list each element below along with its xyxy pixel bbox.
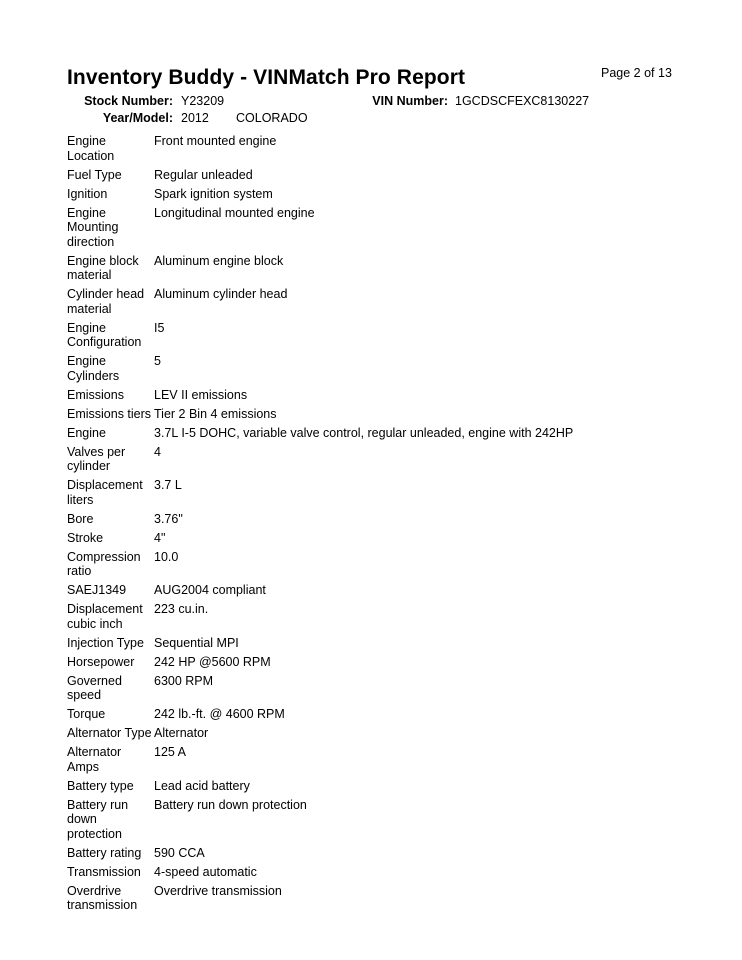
spec-value: 4-speed automatic [154, 864, 257, 879]
spec-value: Alternator [154, 726, 209, 740]
spec-label: Stroke [67, 530, 104, 545]
spec-row [67, 445, 707, 474]
spec-value: Sequential MPI [154, 635, 239, 650]
spec-row [67, 550, 707, 579]
spec-row [67, 354, 707, 383]
vin-number-label: VIN Number: [372, 94, 448, 108]
report-title: Inventory Buddy - VINMatch Pro Report [67, 66, 466, 89]
spec-row [67, 846, 707, 861]
spec-value: LEV II emissions [154, 387, 248, 402]
spec-value: Regular unleaded [154, 167, 253, 182]
spec-label: Ignition [67, 186, 108, 201]
spec-value: Aluminum cylinder head [154, 287, 288, 301]
spec-row [67, 779, 707, 794]
spec-label: Governed speed [67, 673, 122, 702]
spec-value: Longitudinal mounted engine [154, 205, 315, 220]
spec-label: Battery type [67, 778, 134, 793]
spec-label: Emissions tiers [67, 406, 152, 421]
spec-value: AUG2004 compliant [154, 583, 266, 597]
spec-row [67, 187, 707, 202]
spec-value: 4" [154, 530, 166, 545]
spec-value: Overdrive transmission [154, 883, 282, 898]
spec-label: Injection Type [67, 635, 144, 650]
spec-label: Fuel Type [67, 167, 122, 182]
spec-label: Alternator Amps [67, 745, 122, 774]
vin-number-value: 1GCDSCFEXC8130227 [455, 94, 590, 108]
spec-row [67, 583, 707, 598]
spec-value: 10.0 [154, 549, 179, 564]
spec-value: 6300 RPM [154, 673, 214, 688]
spec-row [67, 884, 707, 913]
spec-label: Battery rating [67, 845, 142, 860]
spec-row [67, 636, 707, 651]
spec-label: Engine Cylinders [67, 354, 120, 383]
spec-label: Engine Configuration [67, 320, 142, 349]
spec-row [67, 388, 707, 403]
spec-value: 3.7L I-5 DOHC, variable valve control, regular unleaded, engine with 242HP [154, 425, 574, 440]
spec-row [67, 602, 707, 631]
spec-label: Bore [67, 511, 94, 526]
spec-label: Displacement liters [67, 478, 143, 507]
spec-value: 242 HP @5600 RPM [154, 654, 271, 669]
spec-row [67, 798, 707, 842]
spec-label: Emissions [67, 387, 124, 402]
spec-value: 223 cu.in. [154, 602, 209, 616]
spec-row [67, 655, 707, 670]
spec-label: Engine Location [67, 134, 115, 163]
stock-number-value: Y23209 [181, 94, 225, 108]
spec-value: 3.76" [154, 511, 183, 526]
spec-row [67, 134, 707, 163]
spec-row [67, 206, 707, 250]
spec-label: Valves per cylinder [67, 444, 126, 473]
spec-label: Overdrive transmission [67, 883, 138, 912]
spec-value: Battery run down protection [154, 797, 307, 812]
spec-value: Spark ignition system [154, 186, 273, 201]
spec-label: Horsepower [67, 654, 135, 669]
spec-table [67, 134, 707, 917]
spec-label: Transmission [67, 864, 141, 879]
spec-label: Displacement cubic inch [67, 602, 143, 631]
spec-row [67, 707, 707, 722]
page-indicator: Page 2 of 13 [601, 66, 672, 80]
spec-value: Front mounted engine [154, 134, 277, 148]
spec-row [67, 254, 707, 283]
spec-label: Engine Mounting direction [67, 205, 119, 249]
spec-value: I5 [154, 320, 165, 335]
spec-row [67, 745, 707, 774]
spec-row [67, 865, 707, 880]
spec-row [67, 407, 707, 422]
spec-label: SAEJ1349 [67, 583, 127, 597]
spec-value: 590 CCA [154, 845, 205, 860]
spec-value: 3.7 L [154, 478, 182, 492]
model-value: COLORADO [236, 111, 308, 125]
spec-label: Cylinder head material [67, 287, 145, 316]
spec-row [67, 674, 707, 703]
spec-row [67, 287, 707, 316]
stock-number-label: Stock Number: [84, 94, 173, 108]
spec-value: 242 lb.-ft. @ 4600 RPM [154, 707, 285, 721]
year-model-label: Year/Model: [102, 111, 173, 125]
spec-label: Engine block material [67, 253, 139, 282]
spec-row [67, 531, 707, 546]
spec-value: 4 [154, 444, 161, 459]
spec-label: Torque [67, 707, 106, 721]
spec-label: Compression ratio [67, 549, 141, 578]
spec-label: Battery run down protection [67, 797, 129, 841]
spec-row [67, 321, 707, 350]
spec-row [67, 168, 707, 183]
spec-label: Engine [67, 425, 106, 440]
year-value: 2012 [181, 111, 209, 125]
spec-row [67, 512, 707, 527]
spec-row [67, 426, 707, 441]
spec-value: Aluminum engine block [154, 253, 284, 268]
spec-label: Alternator Type [67, 726, 152, 740]
spec-row [67, 478, 707, 507]
spec-value: Lead acid battery [154, 778, 250, 793]
spec-row [67, 726, 707, 741]
spec-value: 125 A [154, 745, 186, 759]
spec-value: 5 [154, 354, 161, 368]
spec-value: Tier 2 Bin 4 emissions [154, 406, 277, 421]
